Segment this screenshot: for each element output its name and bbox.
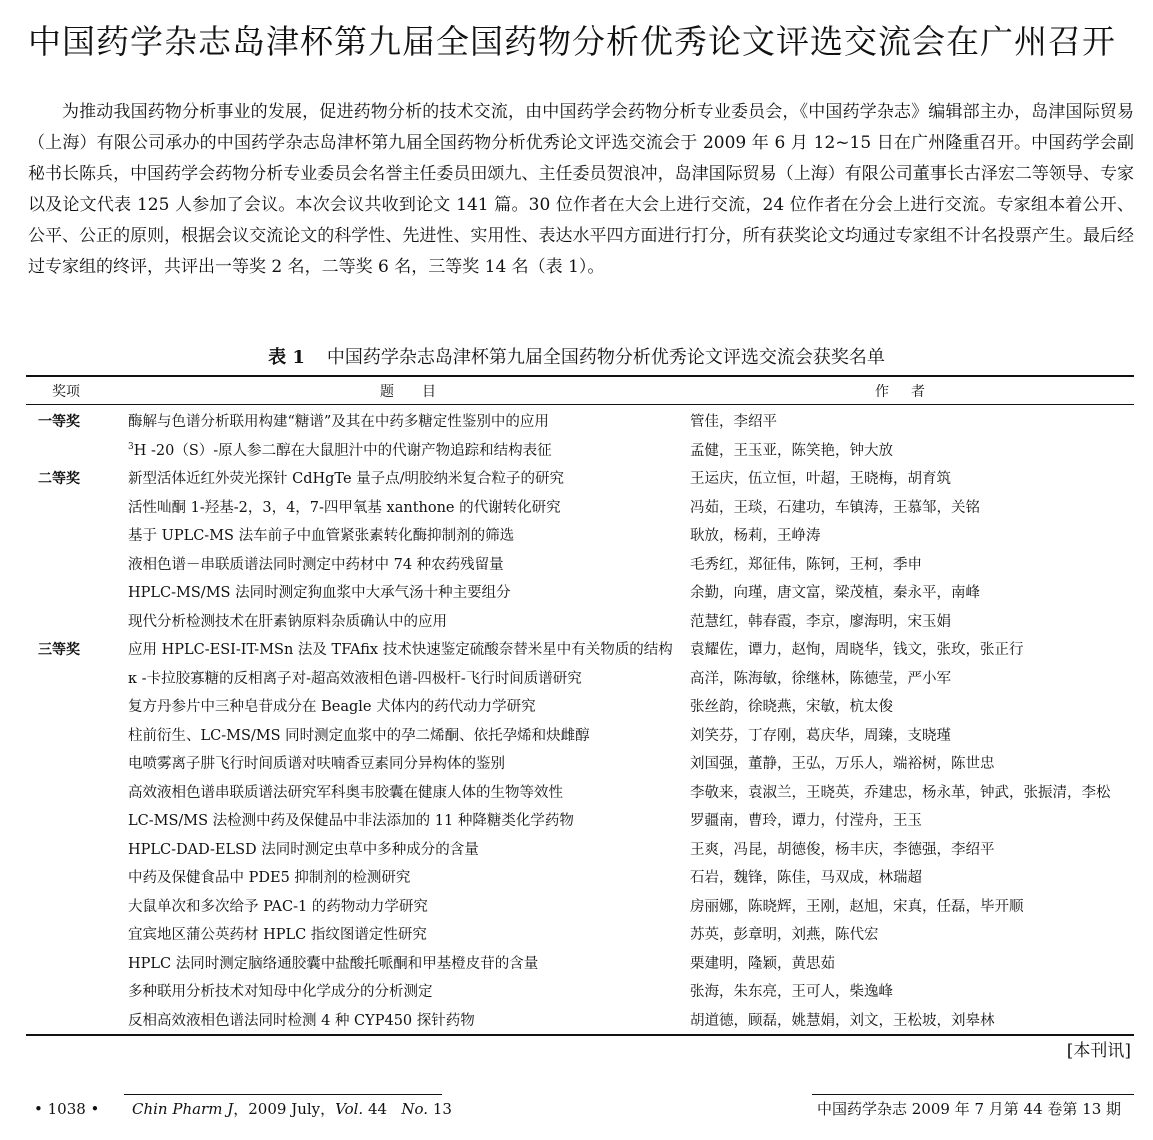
table-row xyxy=(26,579,1134,608)
footer-volume-number: 44 xyxy=(367,1100,388,1118)
topic-cell xyxy=(128,1007,475,1036)
footer-page-number: • 1038 • xyxy=(34,1100,100,1118)
table-row xyxy=(26,494,1134,523)
table-row xyxy=(26,437,1134,466)
author-cell: 苏英，彭章明，刘燕，陈代宏 xyxy=(690,927,879,943)
author-cell: 房丽娜，陈晓辉，王刚，赵旭，宋真，任磊，毕开顺 xyxy=(690,898,1024,915)
topic-cell xyxy=(128,408,549,437)
topic-cell xyxy=(128,807,574,836)
table-row xyxy=(26,921,1134,950)
topic-text: 宜宾地区蒲公英药材 HPLC 指纹图谱定性研究 xyxy=(128,927,427,943)
topic-cell xyxy=(128,864,410,893)
topic-text: 柱前衍生、LC-MS/MS 同时测定血浆中的孕二烯酮、依托孕烯和炔雌醇 xyxy=(128,727,590,744)
footer-volume-label: Vol. xyxy=(335,1100,364,1118)
author-cell: 毛秀红，郑征伟，陈钶，王柯，季申 xyxy=(690,556,922,573)
topic-cell xyxy=(128,437,552,466)
table-row xyxy=(26,665,1134,694)
isotope-superscript: 3 xyxy=(128,441,134,452)
author-cell: 余勤，向瑾，唐文富，梁茂植，秦永平，南峰 xyxy=(690,585,980,601)
award-cell: 二等奖 xyxy=(38,471,80,487)
footer-journal-en xyxy=(132,1098,452,1120)
table-caption-text: 中国药学杂志岛津杯第九届全国药物分析优秀论文评选交流会获奖名单 xyxy=(326,347,885,368)
table-bottom-rule xyxy=(26,1034,1134,1036)
author-cell: 袁耀佐，谭力，赵恂，周晓华，钱文，张玫，张正行 xyxy=(690,642,1024,658)
topic-cell xyxy=(128,978,433,1007)
topic-text: 电喷雾离子肼飞行时间质谱对呋喃香豆素同分异构体的鉴别 xyxy=(128,756,505,772)
table-row xyxy=(26,1007,1134,1036)
header-award: 奖项 xyxy=(52,384,80,400)
table-row xyxy=(26,465,1134,494)
footer-issue-label: No. xyxy=(401,1100,429,1118)
table-row xyxy=(26,893,1134,922)
footer-rule-left xyxy=(124,1094,442,1095)
topic-cell xyxy=(128,608,447,637)
table-row xyxy=(26,551,1134,580)
author-cell: 冯茹，王琰，石建功，车镇涛，王慕邹，关铭 xyxy=(690,499,980,516)
footer-journal-cn: 中国药学杂志 2009 年 7 月第 44 卷第 13 期 xyxy=(817,1100,1122,1118)
topic-cell xyxy=(128,950,538,979)
topic-text: 活性𠮿酮 1-羟基-2，3，4，7-四甲氧基 xanthone 的代谢转化研究 xyxy=(128,499,561,516)
author-cell: 范慧红，韩春霞，李京，廖海明，宋玉娟 xyxy=(690,613,951,630)
award-cell: 一等奖 xyxy=(38,414,80,430)
topic-cell xyxy=(128,893,428,922)
topic-cell xyxy=(128,779,563,808)
topic-text: 应用 HPLC-ESI-IT-MSn 法及 TFAfix 技术快速鉴定硫酸奈替米星中有关物质的结构 xyxy=(128,642,673,658)
topic-text: 复方丹参片中三种皂苷成分在 Beagle 犬体内的药代动力学研究 xyxy=(128,699,536,715)
table-row xyxy=(26,636,1134,665)
author-cell: 耿放，杨莉，王峥涛 xyxy=(690,528,821,544)
topic-text: 多种联用分析技术对知母中化学成分的分析测定 xyxy=(128,984,433,1000)
topic-text: 新型活体近红外荧光探针 CdHgTe 量子点/明胶纳米复合粒子的研究 xyxy=(128,471,565,487)
topic-cell xyxy=(128,665,582,694)
topic-text: 现代分析检测技术在肝素钠原料杂质确认中的应用 xyxy=(128,613,447,630)
topic-cell xyxy=(128,465,564,494)
table-row xyxy=(26,807,1134,836)
author-cell: 刘国强，董静，王弘，万乐人，端裕树，陈世忠 xyxy=(690,756,995,772)
author-cell: 罗疆南，曹玲，谭力，付滢舟，王玉 xyxy=(690,813,922,829)
table-row xyxy=(26,836,1134,865)
article-body: 为推动我国药物分析事业的发展，促进药物分析的技术交流，由中国药学会药物分析专业委员会，《中国药学杂志》编辑部主办，岛津国际贸易（上海）有限公司承办的中国药学杂志岛津杯第九届全国药物分析优秀论文评选交流会于 2009 年 6 月 12~15 日在广州隆重召开。中国药学会副秘书长陈兵，中国药学会药物分析专业委员会名誉主任委员田颂九、主任委员贺浪冲，岛津国际贸易（上海）有限公司董事长古泽宏二等领导、专家以及论文代表 125 人参加了会议。本次会议共收到论文 141 篇。30 位作者在大会上进行交流，24 位作者在分会上进行交流。专家组本着公开、公平、公正的原则，根据会议交流论文的科学性、先进性、实用性、表达水平四方面进行打分，所有获奖论文均通过专家组不计名投票产生。最后经过专家组的终评，共评出一等奖 2 名，二等奖 6 名，三等奖 14 名（表 1）。 xyxy=(28,102,1134,277)
topic-cell xyxy=(128,579,511,608)
table-top-rule xyxy=(26,375,1134,377)
table-row xyxy=(26,750,1134,779)
award-table-body xyxy=(26,408,1134,1035)
topic-text: H -20（S）-原人参二醇在大鼠胆汁中的代谢产物追踪和结构表征 xyxy=(133,442,552,459)
table-caption-number: 表 1 xyxy=(268,347,305,368)
footer-journal-name: Chin Pharm J xyxy=(132,1100,234,1118)
topic-text: HPLC-MS/MS 法同时测定狗血浆中大承气汤十种主要组分 xyxy=(128,585,511,601)
award-cell: 三等奖 xyxy=(38,642,80,658)
table-row xyxy=(26,608,1134,637)
topic-text: κ -卡拉胶寡糖的反相离子对-超高效液相色谱-四极杆-飞行时间质谱研究 xyxy=(128,670,582,687)
topic-text: HPLC-DAD-ELSD 法同时测定虫草中多种成分的含量 xyxy=(128,841,479,858)
footer-issue-number: 13 xyxy=(432,1100,452,1118)
topic-text: 高效液相色谱串联质谱法研究军科奥韦胶囊在健康人体的生物等效性 xyxy=(128,784,563,801)
topic-text: 大鼠单次和多次给予 PAC-1 的药物动力学研究 xyxy=(128,898,428,915)
table-row xyxy=(26,978,1134,1007)
topic-cell xyxy=(128,722,590,751)
author-cell: 王爽，冯昆，胡德俊，杨丰庆，李德强，李绍平 xyxy=(690,841,995,858)
author-cell: 胡道德，顾磊，姚慧娟，刘文，王松坡，刘皋林 xyxy=(690,1012,995,1029)
topic-cell xyxy=(128,522,514,551)
topic-text: HPLC 法同时测定脑络通胶囊中盐酸托哌酮和甲基橙皮苷的含量 xyxy=(128,955,539,972)
footer-rule-right xyxy=(812,1094,1134,1095)
topic-text: 液相色谱－串联质谱法同时测定中药材中 74 种农药残留量 xyxy=(128,556,504,573)
table-row xyxy=(26,864,1134,893)
table-header-rule xyxy=(26,404,1134,405)
topic-text: 基于 UPLC-MS 法车前子中血管紧张素转化酶抑制剂的筛选 xyxy=(128,528,515,544)
author-cell: 王运庆，伍立恒，叶超，王晓梅，胡育筑 xyxy=(690,471,951,487)
table-row xyxy=(26,950,1134,979)
table-row xyxy=(26,779,1134,808)
topic-cell xyxy=(128,921,427,950)
header-author: 作者 xyxy=(875,384,947,400)
table-row xyxy=(26,522,1134,551)
author-cell: 孟健，王玉亚，陈笑艳，钟大放 xyxy=(690,442,893,459)
topic-cell xyxy=(128,551,504,580)
footer-journal-date: ，2009 July， xyxy=(233,1100,336,1118)
topic-text: 中药及保健食品中 PDE5 抑制剂的检测研究 xyxy=(128,870,411,886)
article-title: 中国药学杂志岛津杯第九届全国药物分析优秀论文评选交流会在广州召开 xyxy=(28,22,1116,61)
author-cell: 高洋，陈海敏，徐继林，陈德莹，严小军 xyxy=(690,670,951,687)
author-cell: 李敬来，袁淑兰，王晓英，乔建忠，杨永革，钟武，张振清，李松 xyxy=(690,784,1111,801)
topic-text: LC-MS/MS 法检测中药及保健品中非法添加的 11 种降糖类化学药物 xyxy=(128,813,574,829)
author-cell: 栗建明，隆颖，黄思茹 xyxy=(690,955,835,972)
author-cell: 石岩，魏锋，陈佳，马双成，林瑞超 xyxy=(690,870,922,886)
table-row xyxy=(26,408,1134,437)
topic-cell xyxy=(128,636,673,665)
topic-cell xyxy=(128,750,505,779)
table-row xyxy=(26,722,1134,751)
topic-cell xyxy=(128,494,561,523)
topic-cell xyxy=(128,693,536,722)
source-note: [本刊讯] xyxy=(1066,1041,1131,1061)
author-cell: 管佳，李绍平 xyxy=(690,414,777,430)
table-row xyxy=(26,693,1134,722)
topic-text: 反相高效液相色谱法同时检测 4 种 CYP450 探针药物 xyxy=(128,1012,475,1029)
author-cell: 张丝韵，徐晓燕，宋敏，杭太俊 xyxy=(690,699,893,715)
author-cell: 张海，朱东亮，王可人，柴逸峰 xyxy=(690,984,893,1000)
table-caption xyxy=(0,346,1153,370)
topic-text: 酶解与色谱分析联用构建“糖谱”及其在中药多糖定性鉴别中的应用 xyxy=(128,414,549,430)
topic-cell xyxy=(128,836,479,865)
header-topic: 题目 xyxy=(380,384,464,400)
author-cell: 刘笑芬，丁存刚，葛庆华，周臻，支晓瑾 xyxy=(690,727,951,744)
